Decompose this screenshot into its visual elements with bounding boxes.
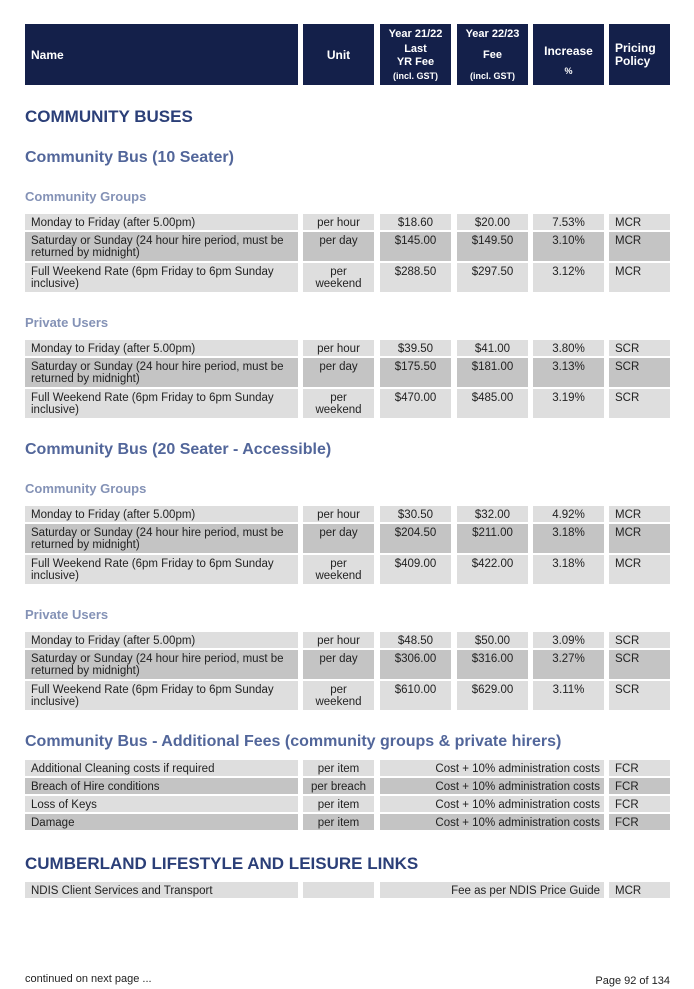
row-name: Breach of Hire conditions: [25, 778, 298, 794]
row-fee: $211.00: [457, 524, 528, 553]
row-unit: per day: [303, 358, 374, 387]
row-name: Saturday or Sunday (24 hour hire period, must be returned by midnight): [25, 232, 298, 261]
row-fee: $41.00: [457, 340, 528, 356]
row-increase: 3.27%: [533, 650, 604, 679]
header-increase: [533, 24, 604, 85]
row-unit: per hour: [303, 340, 374, 356]
section-community-buses-title: COMMUNITY BUSES: [25, 107, 193, 126]
row-unit: per weekend: [303, 681, 374, 710]
row-pricing-policy: MCR: [609, 555, 670, 584]
header-fee-gst-label: (incl. GST): [470, 71, 515, 81]
bus20-title: Community Bus (20 Seater - Accessible): [25, 441, 332, 458]
row-unit: per day: [303, 232, 374, 261]
row-name: Saturday or Sunday (24 hour hire period, must be returned by midnight): [25, 650, 298, 679]
row-name: Full Weekend Rate (6pm Friday to 6pm Sunday inclusive): [25, 263, 298, 292]
row-name: Loss of Keys: [25, 796, 298, 812]
continued-note: continued on next page ...: [25, 973, 152, 985]
row-fee: $20.00: [457, 214, 528, 230]
header-increase-unit: %: [564, 66, 573, 76]
row-fee: Fee as per NDIS Price Guide: [380, 882, 604, 898]
row-name: Full Weekend Rate (6pm Friday to 6pm Sunday inclusive): [25, 555, 298, 584]
row-last-year-fee: $306.00: [380, 650, 451, 679]
row-fee: $181.00: [457, 358, 528, 387]
bus10-groups-title: Community Groups: [25, 189, 147, 204]
header-last-year: [380, 24, 451, 85]
row-unit: per hour: [303, 506, 374, 522]
row-fee: $485.00: [457, 389, 528, 418]
row-fee: $422.00: [457, 555, 528, 584]
row-pricing-policy: SCR: [609, 681, 670, 710]
row-pricing-policy: MCR: [609, 263, 670, 292]
row-name: Monday to Friday (after 5.00pm): [25, 214, 298, 230]
row-pricing-policy: SCR: [609, 358, 670, 387]
row-last-year-fee: $470.00: [380, 389, 451, 418]
row-pricing-policy: SCR: [609, 389, 670, 418]
row-name: Monday to Friday (after 5.00pm): [25, 506, 298, 522]
row-pricing-policy: MCR: [609, 506, 670, 522]
row-name: Full Weekend Rate (6pm Friday to 6pm Sunday inclusive): [25, 681, 298, 710]
header-name: [25, 24, 298, 85]
row-increase: 7.53%: [533, 214, 604, 230]
row-last-year-fee: $48.50: [380, 632, 451, 648]
row-increase: 3.09%: [533, 632, 604, 648]
additional-fees-title: Community Bus - Additional Fees (community groups & private hirers): [25, 733, 562, 750]
row-pricing-policy: MCR: [609, 882, 670, 898]
row-unit: per item: [303, 760, 374, 776]
bus10-title: Community Bus (10 Seater): [25, 149, 234, 166]
row-name: Additional Cleaning costs if required: [25, 760, 298, 776]
row-unit: per weekend: [303, 555, 374, 584]
header-increase-label: Increase: [544, 44, 593, 58]
bus20-groups-title: Community Groups: [25, 481, 147, 496]
row-pricing-policy: SCR: [609, 632, 670, 648]
row-name: Monday to Friday (after 5.00pm): [25, 632, 298, 648]
row-last-year-fee: $610.00: [380, 681, 451, 710]
row-pricing-policy: MCR: [609, 214, 670, 230]
row-last-year-fee: $175.50: [380, 358, 451, 387]
row-fee: $316.00: [457, 650, 528, 679]
row-pricing-policy: FCR: [609, 778, 670, 794]
row-fee: Cost + 10% administration costs: [380, 814, 604, 830]
row-name: NDIS Client Services and Transport: [25, 882, 298, 898]
row-increase: 3.12%: [533, 263, 604, 292]
row-unit: per day: [303, 650, 374, 679]
header-last-year-label: Year 21/22: [388, 28, 443, 40]
row-pricing-policy: MCR: [609, 232, 670, 261]
row-fee: $629.00: [457, 681, 528, 710]
header-unit-label: Unit: [326, 47, 351, 62]
row-fee: $297.50: [457, 263, 528, 292]
row-unit: [303, 882, 374, 898]
row-name: Monday to Friday (after 5.00pm): [25, 340, 298, 356]
row-fee: $149.50: [457, 232, 528, 261]
row-fee: $50.00: [457, 632, 528, 648]
row-unit: per weekend: [303, 389, 374, 418]
header-last-fee-label: Last YR Fee: [396, 42, 435, 68]
header-name-label: Name: [31, 47, 64, 62]
row-unit: per day: [303, 524, 374, 553]
row-unit: per item: [303, 814, 374, 830]
row-increase: 3.13%: [533, 358, 604, 387]
header-this-year-label: Year 22/23: [465, 28, 520, 40]
row-pricing-policy: FCR: [609, 814, 670, 830]
row-unit: per item: [303, 796, 374, 812]
row-pricing-policy: MCR: [609, 524, 670, 553]
row-increase: 3.19%: [533, 389, 604, 418]
row-pricing-policy: SCR: [609, 340, 670, 356]
row-last-year-fee: $204.50: [380, 524, 451, 553]
header-this-year: [457, 24, 528, 85]
row-pricing-policy: SCR: [609, 650, 670, 679]
row-fee: Cost + 10% administration costs: [380, 778, 604, 794]
row-fee: $32.00: [457, 506, 528, 522]
row-pricing-policy: FCR: [609, 760, 670, 776]
row-pricing-policy: FCR: [609, 796, 670, 812]
row-name: Saturday or Sunday (24 hour hire period, must be returned by midnight): [25, 358, 298, 387]
row-last-year-fee: $39.50: [380, 340, 451, 356]
row-name: Saturday or Sunday (24 hour hire period, must be returned by midnight): [25, 524, 298, 553]
row-last-year-fee: $145.00: [380, 232, 451, 261]
row-name: Damage: [25, 814, 298, 830]
page-number: Page 92 of 134: [595, 975, 670, 987]
row-fee: Cost + 10% administration costs: [380, 796, 604, 812]
header-last-gst-label: (incl. GST): [393, 71, 438, 81]
row-last-year-fee: $18.60: [380, 214, 451, 230]
row-fee: Cost + 10% administration costs: [380, 760, 604, 776]
row-increase: 3.18%: [533, 524, 604, 553]
row-unit: per weekend: [303, 263, 374, 292]
row-last-year-fee: $409.00: [380, 555, 451, 584]
header-pricing-policy: [609, 24, 670, 85]
bus10-private-title: Private Users: [25, 315, 109, 330]
header-fee-label: Fee: [483, 49, 502, 61]
row-unit: per hour: [303, 214, 374, 230]
row-increase: 3.10%: [533, 232, 604, 261]
header-unit: [303, 24, 374, 85]
header-pricing-policy-label: Pricing Policy: [615, 40, 656, 68]
row-last-year-fee: $30.50: [380, 506, 451, 522]
row-increase: 4.92%: [533, 506, 604, 522]
row-increase: 3.11%: [533, 681, 604, 710]
row-unit: per hour: [303, 632, 374, 648]
row-last-year-fee: $288.50: [380, 263, 451, 292]
row-name: Full Weekend Rate (6pm Friday to 6pm Sunday inclusive): [25, 389, 298, 418]
section-leisure-links-title: CUMBERLAND LIFESTYLE AND LEISURE LINKS: [25, 854, 419, 873]
row-increase: 3.18%: [533, 555, 604, 584]
bus20-private-title: Private Users: [25, 607, 109, 622]
row-increase: 3.80%: [533, 340, 604, 356]
row-unit: per breach: [303, 778, 374, 794]
